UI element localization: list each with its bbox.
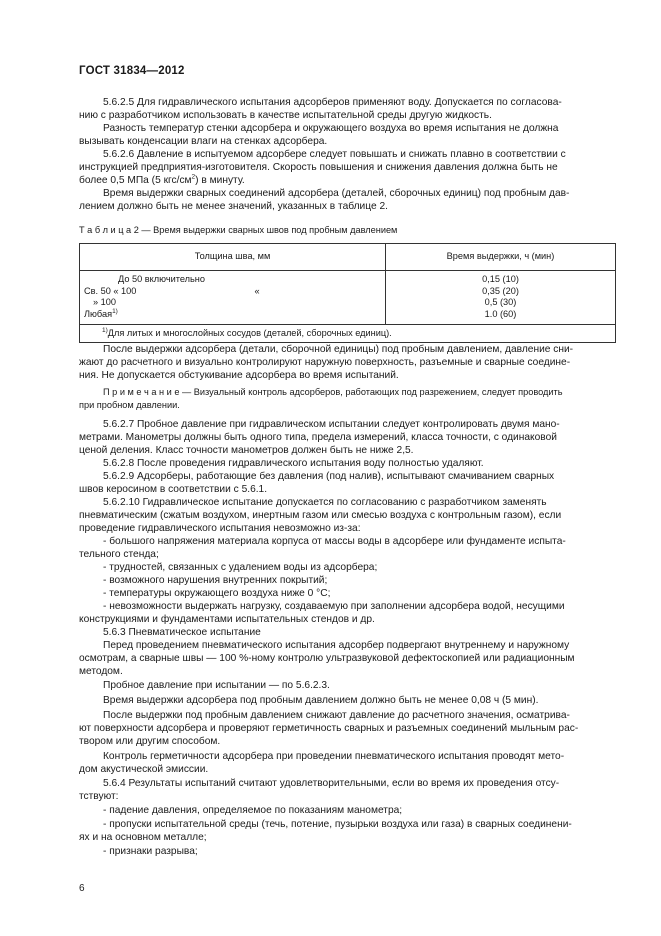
paragraph-line: 5.6.2.10 Гидравлическое испытание допускается по согласованию с разработчиком заменять xyxy=(103,497,547,508)
footnote-text: Для литых и многослойных сосудов (деталей, сборочных единиц). xyxy=(107,328,392,338)
paragraph-line: 5.6.2.9 Адсорберы, работающие без давления (под налив), испытывают смачиванием сварных xyxy=(103,471,555,482)
paragraph-line: Время выдержки адсорбера под пробным давлением должно быть не менее 0,08 ч (5 мин). xyxy=(103,695,539,706)
list-item: - невозможности выдержать нагрузку, создаваемую при заполнении адсорбера водой, несущими xyxy=(103,601,565,612)
table-cell-time xyxy=(386,271,616,325)
paragraph-line: вызывать конденсации влаги на стенках адсорбера. xyxy=(79,136,328,147)
paragraph-line: пневматическим (сжатым воздухом, инертным газом или смесью воздуха с контрольным газом), если xyxy=(79,510,562,521)
table-footnote xyxy=(80,325,616,343)
list-item: - температуры окружающего воздуха ниже 0 °С; xyxy=(103,588,331,599)
paragraph-line: осмотрам, а сварные швы — 100 %-ному контролю ультразвуковой дефектоскопией или радиационным xyxy=(79,653,575,664)
thickness-value: » 100 xyxy=(93,297,116,307)
list-item: - большого напряжения материала корпуса от массы воды в адсорбере или фундаменте испыта- xyxy=(103,536,566,547)
paragraph-line: 5.6.2.8 После проведения гидравлического испытания воду полностью удаляют. xyxy=(103,458,484,469)
thickness-value xyxy=(84,309,385,321)
paragraph-line: метрами. Манометры должны быть одного типа, предела измерений, класса точности, с одинаковой xyxy=(79,432,557,443)
table-caption: Т а б л и ц а 2 — Время выдержки сварных швов под пробным давлением xyxy=(79,225,398,235)
paragraph-line: Пробное давление при испытании — по 5.6.2.3. xyxy=(103,680,330,691)
document-header: ГОСТ 31834—2012 xyxy=(79,65,185,77)
list-item: тельного стенда; xyxy=(79,549,159,560)
footnote-mark: 1) xyxy=(102,326,108,334)
paragraph-line: 5.6.4 Результаты испытаний считают удовлетворительными, если во время их проведения отсу- xyxy=(103,778,560,789)
note-text: — Визуальный контроль адсорберов, работающих под разрежением, следует проводить xyxy=(179,387,563,397)
list-item: - возможного нарушения внутренних покрытий; xyxy=(103,575,328,586)
exposure-time-table xyxy=(79,243,616,343)
paragraph-line: тствуют: xyxy=(79,791,119,802)
thickness-value: До 50 включительно xyxy=(118,274,205,284)
paragraph-line: 5.6.2.7 Пробное давление при гидравлическом испытании следует контролировать двумя мано- xyxy=(103,419,560,430)
paragraph-line: методом. xyxy=(79,666,123,677)
list-item: - пропуски испытательной среды (течь, потение, пузырьки воздуха или газа) в сварных соединени- xyxy=(103,819,572,830)
time-value: 0,35 (20) xyxy=(482,285,519,296)
time-value: 1.0 (60) xyxy=(484,308,517,319)
paragraph-text: более 0,5 МПа (5 кгс/см xyxy=(79,175,192,186)
time-value: 0,15 (10) xyxy=(482,274,519,284)
table-row xyxy=(80,271,616,325)
paragraph-line: проведение гидравлического испытания невозможно из-за: xyxy=(79,523,361,534)
ditto-mark: « xyxy=(254,285,260,296)
paragraph-line: дом акустической эмиссии. xyxy=(79,764,209,775)
paragraph-text: ) в минуту. xyxy=(195,175,245,186)
paragraph-line: нию с разработчиком использовать в качестве испытательной среды другую жидкость. xyxy=(79,110,492,121)
table-cell-thickness xyxy=(80,271,386,325)
page-number: 6 xyxy=(79,883,85,894)
footnote-ref: 1) xyxy=(112,307,118,315)
paragraph-line: швов керосином в соответствии с 5.6.1. xyxy=(79,484,268,495)
list-item: конструкциями и фундаментами испытательных стендов и др. xyxy=(79,614,375,625)
paragraph-line: Перед проведением пневматического испытания адсорбер подвергают внутреннему и наружному xyxy=(103,640,570,651)
paragraph-line: Время выдержки сварных соединений адсорбера (деталей, сборочных единиц) под пробным дав- xyxy=(103,188,570,199)
paragraph-line: лением должно быть не менее значений, указанных в таблице 2. xyxy=(79,201,388,212)
thickness-value xyxy=(84,286,385,298)
paragraph-line: 5.6.2.5 Для гидравлического испытания адсорберов применяют воду. Допускается по согласова- xyxy=(103,97,562,108)
paragraph-line: Контроль герметичности адсорбера при проведении пневматического испытания проводят мето- xyxy=(103,751,565,762)
list-item: - падение давления, определяемое по показаниям манометра; xyxy=(103,805,403,816)
note-label: П р и м е ч а н и е xyxy=(103,387,180,397)
list-item: - трудностей, связанных с удалением воды из адсорбера; xyxy=(103,562,378,573)
thickness-any: Любая xyxy=(84,308,113,319)
time-value: 0,5 (30) xyxy=(484,297,517,307)
unit-superscript: 2 xyxy=(191,173,196,181)
paragraph-line xyxy=(79,174,245,187)
paragraph-line: твором или другим способом. xyxy=(79,736,221,747)
paragraph-line: 5.6.2.6 Давление в испытуемом адсорбере следует повышать и снижать плавно в соответствии с xyxy=(103,149,566,160)
thickness-range: Св. 50 « 100 xyxy=(84,285,137,296)
note-line xyxy=(103,386,563,399)
paragraph-line: ценой деления. Класс точности манометров должен быть не ниже 2,5. xyxy=(79,445,414,456)
paragraph-line: После выдержки под пробным давлением снижают давление до расчетного значения, осматрива- xyxy=(103,710,570,721)
paragraph-line: ния. Не допускается обстукивание адсорбера во время испытаний. xyxy=(79,370,399,381)
list-item: ях и на основном металле; xyxy=(79,832,207,843)
table-header-time: Время выдержки, ч (мин) xyxy=(386,244,616,271)
list-item: - признаки разрыва; xyxy=(103,846,198,857)
paragraph-line: ют поверхности адсорбера и проверяют герметичность сварных и разъемных соединений мыльным рас- xyxy=(79,723,579,734)
paragraph-line: После выдержки адсорбера (детали, сборочной единицы) под пробным давлением, давление сни- xyxy=(103,344,574,355)
note-line: при пробном давлении. xyxy=(79,400,180,410)
section-heading: 5.6.3 Пневматическое испытание xyxy=(103,627,261,638)
table-header-thickness: Толщина шва, мм xyxy=(80,244,386,271)
paragraph-line: жают до расчетного и визуально контролируют наружную поверхность, разъемные и сварные соедине- xyxy=(79,357,571,368)
paragraph-line: Разность температур стенки адсорбера и окружающего воздуха во время испытания не должна xyxy=(103,123,559,134)
paragraph-line: инструкцией предприятия-изготовителя. Скорость повышения и снижения давления должна быть не xyxy=(79,162,558,173)
